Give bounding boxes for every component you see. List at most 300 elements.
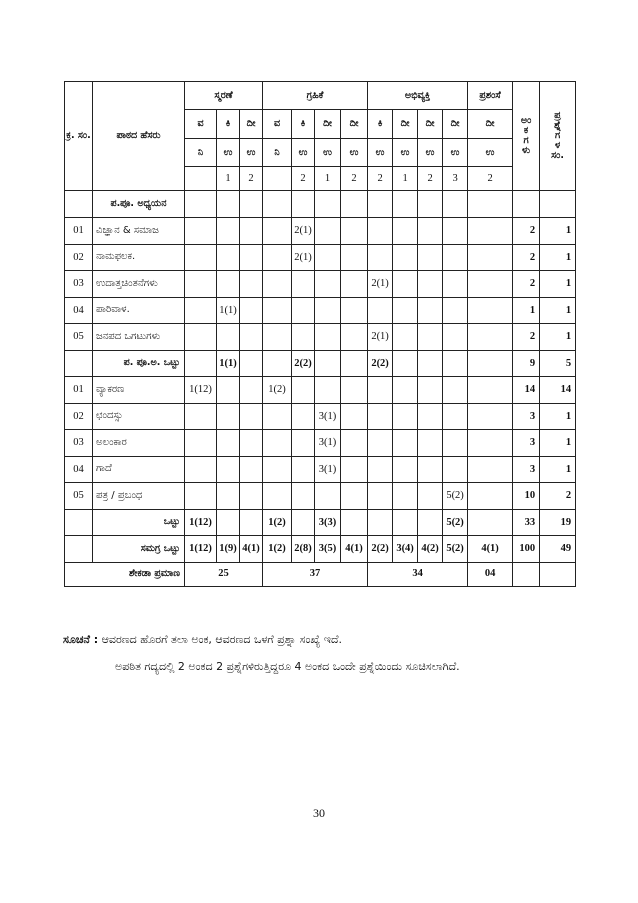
marks-cell — [263, 456, 292, 483]
total-marks-cell — [240, 350, 263, 377]
serial-number: 02 — [65, 403, 93, 430]
marks-cell — [240, 430, 263, 457]
question-type-bottom: ಉ — [315, 139, 341, 167]
percent-label: ಶೇಕಡಾ ಪ್ರಮಾಣ — [65, 562, 185, 586]
row-question-count: 1 — [540, 218, 576, 245]
marks-cell — [368, 430, 393, 457]
empty-cell — [315, 191, 341, 218]
marks-cell — [240, 456, 263, 483]
total-marks-cell: 4(1) — [341, 536, 368, 563]
marks-per-question: 2 — [418, 167, 443, 191]
total-marks-cell: 3(3) — [315, 509, 341, 536]
marks-cell — [418, 324, 443, 351]
header-glyph: ಗ — [523, 135, 529, 146]
marks-cell — [393, 297, 418, 324]
row-question-count: 2 — [540, 483, 576, 510]
question-type-top: ದೀ — [468, 110, 513, 139]
percent-value: 37 — [263, 562, 368, 586]
header-glyph: ಕ — [523, 125, 529, 137]
marks-cell — [217, 324, 240, 351]
marks-cell — [315, 218, 341, 245]
total-marks-cell: 4(1) — [240, 536, 263, 563]
objective-group-header: ಗ್ರಹಿಕೆ — [263, 82, 368, 110]
total-marks-cell — [418, 509, 443, 536]
total-marks-cell — [315, 350, 341, 377]
empty-cell — [185, 191, 217, 218]
total-marks-cell — [418, 350, 443, 377]
question-type-top: ವ — [263, 110, 292, 139]
marks-cell — [368, 297, 393, 324]
table-row — [65, 430, 576, 457]
question-type-bottom: ಉ — [240, 139, 263, 167]
empty-cell — [240, 191, 263, 218]
marks-cell — [341, 403, 368, 430]
marks-cell — [240, 297, 263, 324]
total-label: ಸಮಗ್ರ ಒಟ್ಟು — [93, 536, 185, 563]
total-marks-cell: 1(2) — [263, 536, 292, 563]
marks-cell — [292, 271, 315, 298]
objective-group-header: ಅಭಿವ್ಯಕ್ತಿ — [368, 82, 468, 110]
row-total: 3 — [513, 403, 540, 430]
note-line-1 — [63, 626, 603, 653]
question-type-bottom: ಉ — [443, 139, 468, 167]
empty-cell — [513, 191, 540, 218]
table-row — [65, 82, 576, 110]
marks-cell — [263, 218, 292, 245]
total-marks-cell — [393, 350, 418, 377]
marks-cell — [341, 430, 368, 457]
empty-cell — [368, 191, 393, 218]
marks-cell — [393, 377, 418, 404]
marks-cell — [443, 377, 468, 404]
serial-number: 03 — [65, 430, 93, 457]
total-marks-cell: 5(2) — [443, 536, 468, 563]
table-row — [65, 456, 576, 483]
table-row — [65, 536, 576, 563]
marks-cell — [240, 244, 263, 271]
total-marks-cell: 1(12) — [185, 509, 217, 536]
marks-cell — [185, 244, 217, 271]
marks-cell — [443, 244, 468, 271]
marks-cell — [315, 244, 341, 271]
section-title: ಪ.ಪೂ. ಅಧ್ಯಯನ — [93, 191, 185, 218]
marks-cell — [418, 297, 443, 324]
marks-cell — [185, 324, 217, 351]
serial-number: 01 — [65, 218, 93, 245]
marks-cell: 5(2) — [443, 483, 468, 510]
total-marks-cell: 2(2) — [368, 350, 393, 377]
marks-per-question: 2 — [468, 167, 513, 191]
total-marks-cell — [185, 350, 217, 377]
serial-number: 01 — [65, 377, 93, 404]
marks-cell — [217, 271, 240, 298]
total-sum: 33 — [513, 509, 540, 536]
total-marks-cell — [217, 509, 240, 536]
marks-cell: 3(1) — [315, 456, 341, 483]
marks-cell — [393, 456, 418, 483]
total-marks-cell: 3(5) — [315, 536, 341, 563]
marks-cell — [468, 377, 513, 404]
marks-cell — [185, 483, 217, 510]
question-type-top: ದೀ — [341, 110, 368, 139]
marks-cell: 2(1) — [368, 271, 393, 298]
marks-cell — [368, 483, 393, 510]
total-marks-cell: 1(1) — [217, 350, 240, 377]
empty-cell — [263, 191, 292, 218]
marks-cell — [393, 430, 418, 457]
marks-cell — [468, 297, 513, 324]
serial-number: 05 — [65, 483, 93, 510]
question-type-bottom: ಉ — [393, 139, 418, 167]
marks-per-question: 3 — [443, 167, 468, 191]
total-marks-cell: 4(2) — [418, 536, 443, 563]
marks-cell — [443, 218, 468, 245]
question-type-top: ಕಿ — [368, 110, 393, 139]
marks-cell — [292, 377, 315, 404]
row-question-count: 1 — [540, 324, 576, 351]
row-total: 1 — [513, 297, 540, 324]
marks-cell — [393, 403, 418, 430]
marks-cell — [240, 218, 263, 245]
question-count-header — [540, 82, 576, 191]
table-row — [65, 509, 576, 536]
marks-cell — [443, 324, 468, 351]
marks-cell — [217, 377, 240, 404]
serial-number: 03 — [65, 271, 93, 298]
total-marks-cell: 3(4) — [393, 536, 418, 563]
table-row — [65, 350, 576, 377]
empty-cell — [540, 191, 576, 218]
total-marks-cell — [263, 350, 292, 377]
note-block — [63, 626, 603, 680]
marks-cell — [393, 218, 418, 245]
marks-cell — [292, 430, 315, 457]
marks-cell — [393, 244, 418, 271]
marks-cell — [292, 403, 315, 430]
total-sum: 9 — [513, 350, 540, 377]
table-row — [65, 403, 576, 430]
total-marks-cell — [393, 509, 418, 536]
marks-per-question: 2 — [341, 167, 368, 191]
marks-cell — [341, 483, 368, 510]
serial-number: 04 — [65, 297, 93, 324]
marks-cell — [341, 297, 368, 324]
unit-name: ವಿಜ್ಞಾನ & ಸಮಾಜ — [93, 218, 185, 245]
row-question-count: 14 — [540, 377, 576, 404]
question-type-bottom: ನಿ — [263, 139, 292, 167]
marks-cell — [263, 297, 292, 324]
empty-cell — [65, 509, 93, 536]
question-type-bottom: ಉ — [217, 139, 240, 167]
total-marks-cell: 2(2) — [368, 536, 393, 563]
marks-cell — [443, 430, 468, 457]
row-question-count: 1 — [540, 271, 576, 298]
marks-cell — [418, 218, 443, 245]
marks-cell — [185, 403, 217, 430]
marks-cell: 3(1) — [315, 403, 341, 430]
marks-cell — [217, 483, 240, 510]
total-label: ಪ. ಪೂ.ಅ. ಒಟ್ಟು — [93, 350, 185, 377]
row-total: 14 — [513, 377, 540, 404]
empty-cell — [468, 191, 513, 218]
marks-cell — [263, 403, 292, 430]
unit-name: ಗಾದೆ — [93, 456, 185, 483]
marks-cell — [315, 271, 341, 298]
marks-cell: 1(2) — [263, 377, 292, 404]
row-question-count: 1 — [540, 244, 576, 271]
total-marks-cell: 1(12) — [185, 536, 217, 563]
table-row — [65, 244, 576, 271]
total-marks-cell: 2(2) — [292, 350, 315, 377]
marks-cell — [468, 244, 513, 271]
marks-cell — [468, 430, 513, 457]
marks-cell — [443, 271, 468, 298]
empty-cell — [341, 191, 368, 218]
unit-name: ಜನಪದ ಒಗಟುಗಳು — [93, 324, 185, 351]
total-marks-cell: 4(1) — [468, 536, 513, 563]
objective-group-header: ಪ್ರಶಂಸೆ — [468, 82, 513, 110]
unit-name: ಉದಾತ್ತಚಿಂತನೆಗಳು — [93, 271, 185, 298]
marks-cell — [393, 483, 418, 510]
header-glyph: ಪ್ರ — [554, 110, 561, 122]
question-type-top: ದೀ — [443, 110, 468, 139]
total-label: ಒಟ್ಟು — [93, 509, 185, 536]
marks-cell — [217, 218, 240, 245]
unit-name: ಪತ್ರ / ಪ್ರಬಂಧ — [93, 483, 185, 510]
marks-cell — [341, 324, 368, 351]
marks-cell: 2(1) — [292, 244, 315, 271]
serial-number: 04 — [65, 456, 93, 483]
marks-cell — [263, 271, 292, 298]
marks-cell — [341, 377, 368, 404]
note-label: ಸೂಚನೆ : — [63, 633, 99, 646]
total-marks-cell: 5(2) — [443, 509, 468, 536]
marks-cell — [185, 430, 217, 457]
total-marks-header — [513, 82, 540, 191]
row-question-count: 1 — [540, 456, 576, 483]
marks-cell — [292, 483, 315, 510]
question-type-top: ದೀ — [393, 110, 418, 139]
table-row — [65, 483, 576, 510]
total-marks-cell: 1(9) — [217, 536, 240, 563]
empty-cell — [513, 562, 540, 586]
marks-cell — [185, 271, 217, 298]
marks-cell — [468, 403, 513, 430]
table-row — [65, 297, 576, 324]
marks-cell — [217, 403, 240, 430]
unit-name: ನಾಮಫಲಕ. — [93, 244, 185, 271]
marks-cell — [292, 297, 315, 324]
marks-cell — [240, 324, 263, 351]
row-question-count: 1 — [540, 403, 576, 430]
total-question-count: 5 — [540, 350, 576, 377]
total-marks-cell — [240, 509, 263, 536]
table-row — [65, 191, 576, 218]
row-total: 2 — [513, 271, 540, 298]
percent-value: 25 — [185, 562, 263, 586]
marks-cell — [468, 483, 513, 510]
header-glyph: ಗ — [554, 130, 561, 142]
unit-name: ವ್ಯಾಕರಣ — [93, 377, 185, 404]
marks-cell: 2(1) — [292, 218, 315, 245]
question-type-bottom: ಉ — [468, 139, 513, 167]
table-row — [65, 271, 576, 298]
marks-per-question: 2 — [240, 167, 263, 191]
marks-cell — [468, 271, 513, 298]
marks-cell — [315, 324, 341, 351]
total-question-count: 19 — [540, 509, 576, 536]
marks-cell — [341, 271, 368, 298]
marks-cell — [263, 324, 292, 351]
question-type-top: ದೀ — [240, 110, 263, 139]
header-glyph: ಸಂ. — [551, 149, 564, 161]
marks-cell — [418, 271, 443, 298]
note-line-2: ಅಪಠಿತ ಗದ್ಯದಲ್ಲಿ 2 ಅಂಕದ 2 ಪ್ರಶ್ನೆಗಳಿರುತ್ತಿದ್ದರೂ 4 ಅಂಕದ ಒಂದೇ ಪ್ರಶ್ನೆಯಿಂದು ಸೂಚಿಸಲಾಗಿದೆ. — [115, 660, 460, 673]
total-marks-cell — [443, 350, 468, 377]
marks-cell — [292, 456, 315, 483]
table-row — [65, 218, 576, 245]
marks-cell — [341, 218, 368, 245]
marks-cell — [341, 456, 368, 483]
marks-cell — [368, 403, 393, 430]
total-marks-cell — [341, 509, 368, 536]
marks-cell — [418, 430, 443, 457]
marks-cell — [468, 324, 513, 351]
marks-cell — [217, 244, 240, 271]
marks-per-question: 1 — [315, 167, 341, 191]
serial-number: 05 — [65, 324, 93, 351]
header-glyph: ಶ್ನೆ — [554, 120, 561, 132]
marks-per-question — [185, 167, 217, 191]
page-number: 30 — [313, 806, 325, 820]
row-total: 10 — [513, 483, 540, 510]
empty-cell — [292, 191, 315, 218]
marks-per-question: 1 — [217, 167, 240, 191]
marks-cell — [240, 403, 263, 430]
unit-name: ಛಂದಸ್ಸು — [93, 403, 185, 430]
marks-cell — [418, 483, 443, 510]
marks-cell — [368, 377, 393, 404]
row-total: 2 — [513, 324, 540, 351]
marks-cell — [418, 456, 443, 483]
marks-cell — [443, 456, 468, 483]
marks-cell — [217, 430, 240, 457]
marks-cell — [263, 244, 292, 271]
marks-cell — [368, 218, 393, 245]
marks-cell — [292, 324, 315, 351]
header-glyph: ಳ — [554, 139, 561, 151]
blueprint-table — [64, 81, 576, 587]
marks-cell — [443, 297, 468, 324]
total-question-count: 49 — [540, 536, 576, 563]
header-glyph: ಅಂ — [520, 115, 532, 127]
total-marks-cell — [468, 509, 513, 536]
marks-cell: 2(1) — [368, 324, 393, 351]
marks-cell — [315, 377, 341, 404]
question-type-bottom: ಉ — [418, 139, 443, 167]
total-sum: 100 — [513, 536, 540, 563]
empty-cell — [65, 191, 93, 218]
marks-cell — [418, 244, 443, 271]
unit-header: ಪಾಠದ ಹೆಸರು — [93, 82, 185, 191]
marks-cell — [185, 218, 217, 245]
marks-cell — [217, 456, 240, 483]
table-row — [65, 377, 576, 404]
empty-cell — [65, 350, 93, 377]
marks-cell — [368, 244, 393, 271]
row-question-count: 1 — [540, 297, 576, 324]
empty-cell — [217, 191, 240, 218]
header-glyph: ಳು — [521, 144, 531, 156]
empty-cell — [540, 562, 576, 586]
question-type-bottom: ಉ — [292, 139, 315, 167]
marks-cell — [185, 297, 217, 324]
total-marks-cell: 2(8) — [292, 536, 315, 563]
total-marks-cell: 1(2) — [263, 509, 292, 536]
marks-cell: 3(1) — [315, 430, 341, 457]
table-row — [65, 562, 576, 586]
unit-name: ಪಾರಿವಾಳ. — [93, 297, 185, 324]
question-type-top: ಕಿ — [217, 110, 240, 139]
marks-cell: 1(12) — [185, 377, 217, 404]
row-total: 2 — [513, 244, 540, 271]
marks-cell — [418, 403, 443, 430]
empty-cell — [418, 191, 443, 218]
marks-cell — [263, 483, 292, 510]
marks-per-question: 2 — [292, 167, 315, 191]
row-question-count: 1 — [540, 430, 576, 457]
marks-cell — [341, 244, 368, 271]
marks-cell — [468, 456, 513, 483]
marks-per-question: 1 — [393, 167, 418, 191]
marks-cell — [418, 377, 443, 404]
marks-cell — [368, 456, 393, 483]
question-type-top: ವ — [185, 110, 217, 139]
marks-cell — [315, 483, 341, 510]
marks-cell — [240, 271, 263, 298]
total-marks-cell — [292, 509, 315, 536]
total-marks-cell — [341, 350, 368, 377]
serial-number: 02 — [65, 244, 93, 271]
marks-cell: 1(1) — [217, 297, 240, 324]
marks-cell — [315, 297, 341, 324]
percent-value: 34 — [368, 562, 468, 586]
question-type-top: ಕಿ — [292, 110, 315, 139]
marks-cell — [393, 324, 418, 351]
note-text-1: ಆವರಣದ ಹೊರಗೆ ತಲಾ ಅಂಕ, ಆವರಣದ ಒಳಗೆ ಪ್ರಶ್ನಾ ಸಂಖ್ಯೆ ಇದೆ. — [101, 633, 342, 646]
marks-cell — [468, 218, 513, 245]
marks-cell — [393, 271, 418, 298]
empty-cell — [65, 536, 93, 563]
marks-per-question — [263, 167, 292, 191]
marks-cell — [240, 377, 263, 404]
question-type-bottom: ನಿ — [185, 139, 217, 167]
marks-per-question: 2 — [368, 167, 393, 191]
empty-cell — [393, 191, 418, 218]
row-total: 3 — [513, 430, 540, 457]
marks-cell — [263, 430, 292, 457]
serial-header: ಕ್ರ. ಸಂ. — [65, 82, 93, 191]
empty-cell — [443, 191, 468, 218]
question-type-bottom: ಉ — [341, 139, 368, 167]
total-marks-cell — [368, 509, 393, 536]
table-row — [65, 324, 576, 351]
marks-cell — [240, 483, 263, 510]
question-type-bottom: ಉ — [368, 139, 393, 167]
objective-group-header: ಸ್ಮರಣೆ — [185, 82, 263, 110]
unit-name: ಅಲಂಕಾರ — [93, 430, 185, 457]
total-marks-cell — [468, 350, 513, 377]
